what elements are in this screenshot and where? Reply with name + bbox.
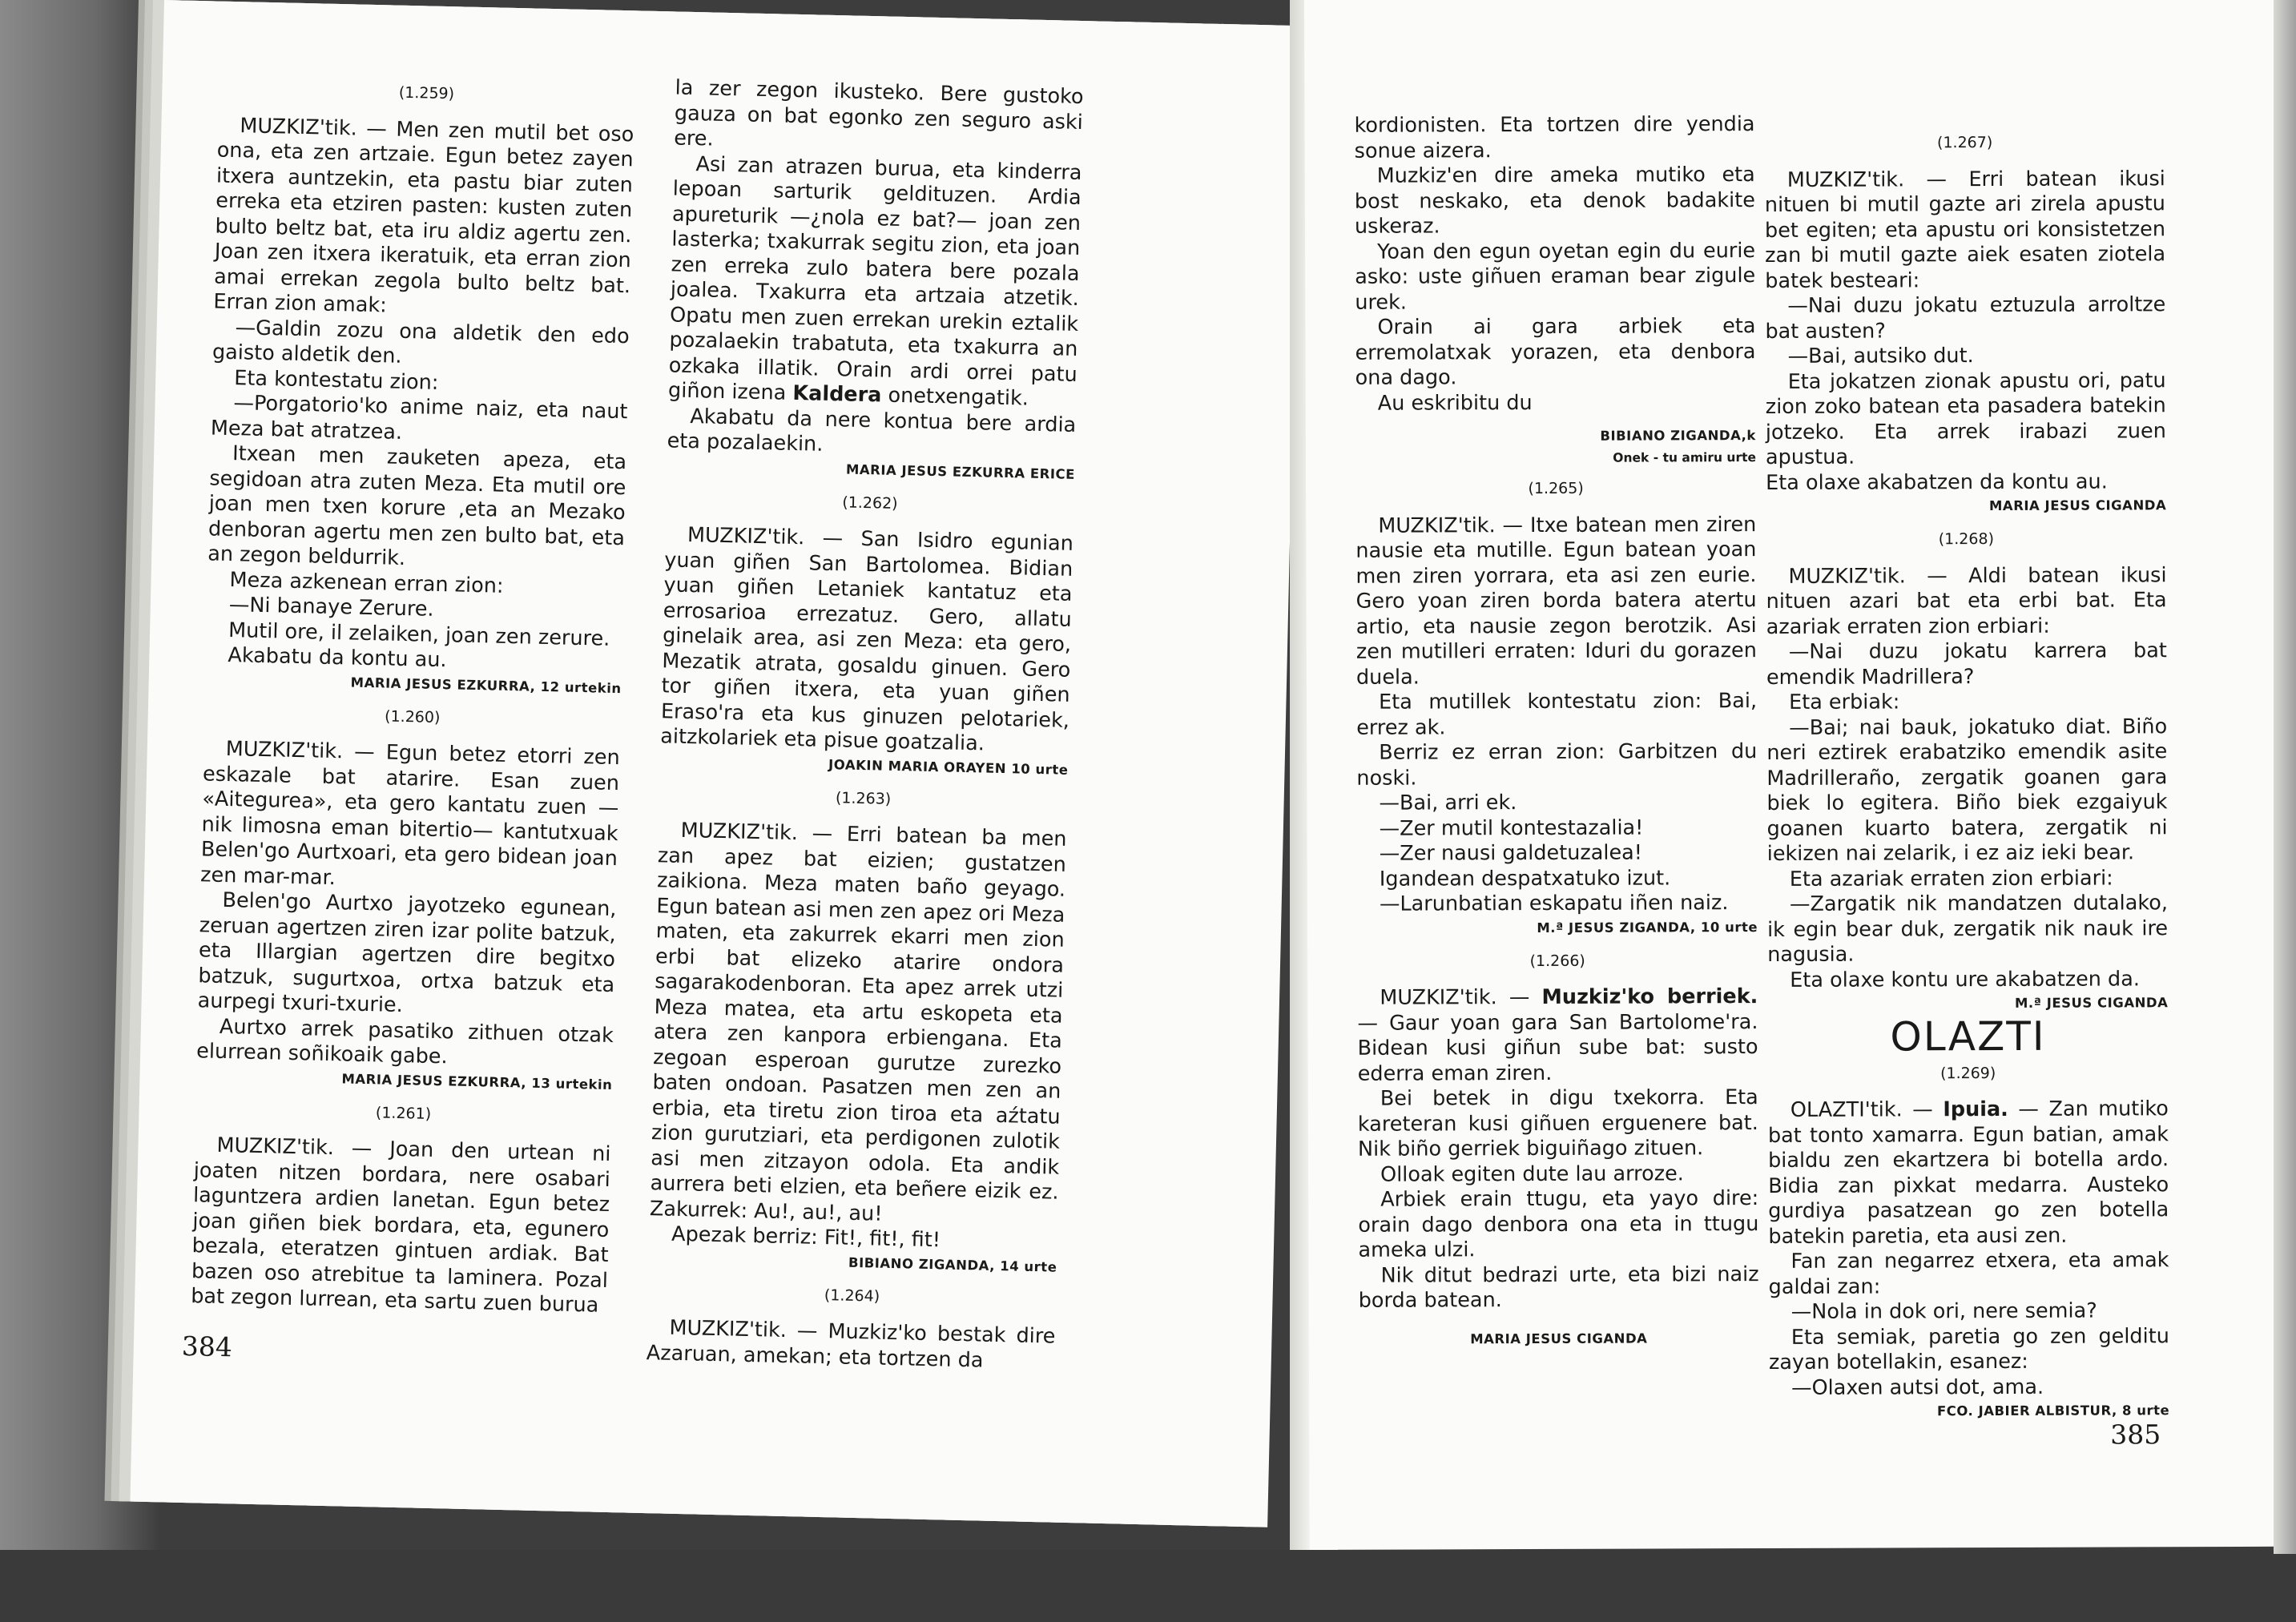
paragraph: Eta semiak, paretia go zen gelditu zayan botellakin, esanez: bbox=[1768, 1323, 2169, 1374]
paragraph: MUZKIZ'tik. — Egun betez etorri zen eskazale bat atarire. Esan zuen «Aitegurea», eta gero kantatu zuen —nik limosna eman bitertio— kantutxuak Belen'go Aurtxoari, eta gero bidean joan zen mar-mar. bbox=[199, 736, 621, 890]
paragraph: Belen'go Aurtxo jayotzeko egunean, zeruan agertzen ziren izar polite batzuk, eta Illargian agertzen dire begitxo batzuk, sugurtxoa, ortxa batzuk eta aurpegi txuri-txurie. bbox=[197, 887, 617, 1018]
paragraph: Nik ditut bedrazi urte, eta bizi naiz borda batean. bbox=[1358, 1262, 1759, 1313]
paragraph: Itxean men zauketen apeza, eta segidoan atra zuten Meza. Eta mutil ore joan men txen korure ,eta an Mezako denboran agertu men zen bulto bat, eta an zegon beldurrik. bbox=[207, 441, 627, 571]
paragraph: —Galdin zozu ona aldetik den edo gaisto aldetik den. bbox=[211, 315, 630, 368]
story-number-1263: (1.263) bbox=[835, 788, 892, 808]
paragraph: —Olaxen autsi dot, ama. bbox=[1790, 1374, 2044, 1400]
right-column-2 bbox=[1765, 119, 2170, 1427]
paragraph: Meza azkenean erran zion: bbox=[229, 567, 504, 598]
story-number-1265: (1.265) bbox=[1528, 479, 1584, 498]
page-edge bbox=[2274, 0, 2296, 1554]
paragraph: MUZKIZ'tik. — Aldi batean ikusi nituen azari bat eta erbi bat. Eta azariak erraten zion erbiari: bbox=[1766, 562, 2167, 639]
paragraph-text: OLAZTI'tik. — bbox=[1790, 1097, 1944, 1122]
paragraph: Eta kontestatu zion: bbox=[233, 365, 439, 395]
paragraph: Eta erbiak: bbox=[1789, 690, 1900, 714]
right-page bbox=[1304, 0, 2279, 1550]
paragraph: Yoan den egun oyetan egin du eurie asko: uste giñuen eraman bear zigule urek. bbox=[1355, 238, 1756, 315]
right-column-1 bbox=[1354, 112, 1758, 1354]
page-number: 385 bbox=[2110, 1419, 2161, 1451]
paragraph: MUZKIZ'tik. — Erri batean ikusi nituen bi mutil gazte ari zirela apustu bet egiten; eta apustu ori konsistetzen zan bi mutil gazte aiek esaten ziotela batek besteari: bbox=[1764, 166, 2166, 293]
paragraph bbox=[1357, 984, 1758, 1087]
author-signature: BIBIANO ZIGANDA,k bbox=[1600, 428, 1756, 444]
story-number-1268: (1.268) bbox=[1938, 529, 1995, 549]
paragraph: Eta azariak erraten zion erbiari: bbox=[1789, 865, 2113, 891]
paragraph-text: MUZKIZ'tik. — bbox=[1380, 984, 1542, 1010]
author-signature: MARIA JESUS EZKURRA ERICE bbox=[845, 461, 1076, 482]
paragraph-text: Asi zan atrazen burua, eta kinderra lepoan sarturik geldituzen. Ardia apureturik —¿nola ez bat?— joan zen lasterka; txakurrak segitu zion, eta joan zen erreka zulo batera bere pozala joalea. Txakurra eta artzaia atzetik. Opatu men zuen errekan urekin eztalik pozalaekin trabatuta, eta txakurra an ozkaka illatik. Orain ardi orrei patu giñon izena bbox=[667, 151, 1082, 405]
author-signature: FCO. JABIER ALBISTUR, 8 urte bbox=[1936, 1403, 2170, 1419]
paragraph: —Bai; nai bauk, jokatuko diat. Biño neri eztirek erabatziko emendik asite Madrilleraño, zergatik goanen gara biek lo egitera. Biño biek ezgaiyuk goanen kuarto batera, zergatik ni iekizen nai zelarik, i ez aiz ieki bear. bbox=[1766, 714, 2168, 866]
paragraph: MUZKIZ'tik. — Joan den urtean ni joaten nitzen bordara, nere osabari laguntzera ardien lanetan. Egun betez joan giñen biek bordara, eta, egunero bezala, eteratzen gintuen ardiak. Bat bazen oso atrebitue ta laminera. Pozal bat zegon lurrean, eta sartu zuen burua bbox=[190, 1133, 611, 1318]
paragraph: Berriz ez erran zion: Garbitzen du noski. bbox=[1356, 739, 1758, 791]
paragraph: —Zargatik nik mandatzen dutalako, ik egin bear duk, zergatik nik nauk ire nagusia. bbox=[1767, 891, 2169, 967]
paragraph: —Bai, arri ek. bbox=[1379, 791, 1517, 815]
paragraph: MUZKIZ'tik. — San Isidro egunian yuan giñen San Bartolomea. Bidian yuan giñen Letaniek kantatuz eta errosarioa errezatuz. Gero, allatu ginelaik area, asi zen Meza: eta gero, Mezatik atrata, gosaldu ginuen. Gero tor giñen itxera, eta yuan giñen Eraso'ra eta kus ginuzen pelotariek, aitzkolariek eta pisue goatzalia. bbox=[659, 522, 1074, 756]
story-title: Muzkiz'ko berriek. bbox=[1541, 984, 1758, 1009]
author-signature: MARIA JESUS CIGANDA bbox=[1470, 1330, 1648, 1346]
paragraph: MUZKIZ'tik. — Itxe batean men ziren nausie eta mutille. Egun batean yoan men ziren yorrara, eta asi zen eurie. Gero yoan ziren borda batera atertu artio, eta nausie zegon berotzik. Asi zen mutilleri erraten: Iduri du gorazen duela. bbox=[1355, 512, 1757, 690]
page-number: 384 bbox=[181, 1330, 233, 1363]
paragraph: Eta mutillek kontestatu zion: Bai, errez ak. bbox=[1356, 689, 1758, 740]
paragraph: Fan zan negarrez etxera, eta amak galdai zan: bbox=[1768, 1248, 2169, 1299]
author-signature: M.ª JESUS CIGANDA bbox=[2014, 995, 2169, 1011]
story-title: Ipuia. bbox=[1943, 1097, 2008, 1122]
table-surface bbox=[0, 1550, 2296, 1622]
story-number-1267: (1.267) bbox=[1936, 134, 1993, 152]
name-kaldera: Kaldera bbox=[792, 380, 882, 408]
paragraph: Akabatu da nere kontua bere ardia eta pozalaekin. bbox=[667, 404, 1077, 457]
paragraph: —Nai duzu jokatu eztuzula arroltze bat austen? bbox=[1765, 292, 2166, 344]
paragraph: —Bai, autsiko dut. bbox=[1787, 344, 1974, 368]
paragraph: Apezak berriz: Fit!, fit!, fit! bbox=[671, 1222, 941, 1253]
author-signature: MARIA JESUS EZKURRA, 12 urtekin bbox=[350, 674, 622, 696]
paragraph: —Nola in dok ori, nere semia? bbox=[1790, 1298, 2097, 1324]
story-number-1264: (1.264) bbox=[824, 1286, 880, 1306]
paragraph: Orain ai gara arbiek eta erremolatxak yorazen, eta denbora ona dago. bbox=[1355, 314, 1756, 390]
paragraph: Eta jokatzen zionak apustu ori, patu zion zoko batean eta pasadera batekin jotzeko. Eta arrek irabazi zuen apustua. bbox=[1765, 368, 2166, 469]
paragraph: Bei betek in digu txekorra. Eta kareteran kusi giñuen erguenere bat. Nik biño gerriek biguiñago zituen. bbox=[1357, 1085, 1758, 1161]
author-signature: MARIA JESUS CIGANDA bbox=[1988, 497, 2167, 514]
paragraph: Mutil ore, il zelaiken, joan zen zerure. bbox=[228, 618, 610, 651]
paragraph: —Zer mutil kontestazalia! bbox=[1379, 815, 1644, 841]
paragraph: Muzkiz'en dire ameka mutiko eta bost neskako, eta denok badakite uskeraz. bbox=[1354, 163, 1755, 239]
story-number-1262: (1.262) bbox=[842, 493, 898, 513]
author-signature: BIBIANO ZIGANDA, 14 urte bbox=[848, 1254, 1057, 1275]
paragraph: Eta olaxe kontu ure akabatzen da. bbox=[1790, 966, 2140, 992]
paragraph: Au eskribitu du bbox=[1377, 390, 1533, 416]
story-number-1260: (1.260) bbox=[384, 706, 441, 726]
paragraph: Akabatu da kontu au. bbox=[228, 643, 447, 673]
left-column-2 bbox=[646, 75, 1083, 1374]
paragraph: Arbiek erain ttugu, eta yayo dire: orain dago denbora ona eta in ttugu ameka ulzi. bbox=[1358, 1186, 1759, 1262]
story-number-1269: (1.269) bbox=[1940, 1064, 1996, 1082]
paragraph-text: — Gaur yoan gara San Bartolome'ra. Bidean kusi giñun sube bat: susto ederra eman ziren. bbox=[1357, 1009, 1758, 1086]
paragraph bbox=[1768, 1097, 2169, 1250]
paragraph: MUZKIZ'tik. — Muzkiz'ko bestak dire Azaruan, amekan; eta tortzen da bbox=[646, 1315, 1056, 1373]
paragraph: —Porgatorio'ko anime naiz, eta naut Meza bat atratzea. bbox=[210, 391, 628, 445]
paragraph: la zer zegon ikusteko. Bere gustoko gauza on bat egonko zen seguro aski ere. bbox=[673, 75, 1084, 151]
paragraph: Igandean despatxatuko izut. bbox=[1379, 865, 1671, 891]
author-signature: M.ª JESUS ZIGANDA, 10 urte bbox=[1537, 919, 1758, 936]
story-number-1266: (1.266) bbox=[1529, 952, 1585, 970]
paragraph: Eta olaxe akabatzen da kontu au. bbox=[1766, 469, 2108, 495]
paragraph: —Zer nausi galdetuzalea! bbox=[1379, 840, 1643, 866]
paragraph: Aurtxo arrek pasatiko zithuen otzak elurrean soñikoaik gabe. bbox=[195, 1014, 614, 1069]
paragraph: —Larunbatian eskapatu iñen naiz. bbox=[1379, 891, 1729, 916]
paragraph bbox=[668, 151, 1082, 413]
left-column-1 bbox=[191, 66, 635, 1319]
paragraph: —Ni banaye Zerure. bbox=[228, 593, 434, 622]
paragraph-text: onetxengatik. bbox=[881, 383, 1029, 411]
story-number-1259: (1.259) bbox=[398, 83, 455, 103]
section-heading-olazti: OLAZTI bbox=[1890, 1012, 2046, 1061]
author-signature-note: Onek - tu amiru urte bbox=[1613, 450, 1757, 465]
paragraph: —Nai duzu jokatu karrera bat emendik Madrillera? bbox=[1766, 638, 2167, 690]
author-signature: MARIA JESUS EZKURRA, 13 urtekin bbox=[341, 1070, 613, 1093]
left-page bbox=[130, 0, 1301, 1527]
story-number-1261: (1.261) bbox=[375, 1103, 432, 1123]
paragraph: MUZKIZ'tik. — Men zen mutil bet oso ona, eta zen artzaie. Egun betez zayen itxera auntzekin, eta pastu biar zuten erreka eta etziren pasten: kusten zuten bulto beltz bat, eta iru aldiz agertu zen. Joan zen itxera ikeratuik, eta erran zion amai errekan zegola bulto beltz bat. Erran zion amak: bbox=[213, 113, 634, 318]
paragraph-text: — Zan mutiko bat tonto xamarra. Egun batian, amak bialdu zen ekartzera bi botella ardo. Bidia zan pixkat medarra. Austeko gurdiya pasatzean go zen botella batekin paretia, eta ausi zen. bbox=[1767, 1097, 2169, 1249]
author-signature: JOAKIN MARIA ORAYEN 10 urte bbox=[828, 756, 1069, 778]
paragraph: Olloak egiten dute lau arroze. bbox=[1380, 1161, 1684, 1187]
paragraph: MUZKIZ'tik. — Erri batean ba men zan apez bat eizien; gustatzen zaikiona. Meza maten baño geyago. Egun batean asi men zen apez ori Meza maten, eta zakurrek ekarri men zion erbi bat elizeko atarire ondora sagarakodenboran. Eta apez arrek utzi Meza matea, eta artu eskopeta eta atera zen kanpora erbiengana. Eta zegoan esperoan gurutze zurezko baten ondoan. Pasatzen men zen an erbia, eta tiretu zion tiroa eta aźtatu zion gurutziari, eta perdigonen zulotik asi men zitzayon odola. Eta andik aurrera beti elzien, eta beñere eizik ez. Zakurrek: Au!, au!, au! bbox=[649, 818, 1067, 1226]
paragraph: kordionisten. Eta tortzen dire yendia sonue aizera. bbox=[1354, 112, 1755, 163]
